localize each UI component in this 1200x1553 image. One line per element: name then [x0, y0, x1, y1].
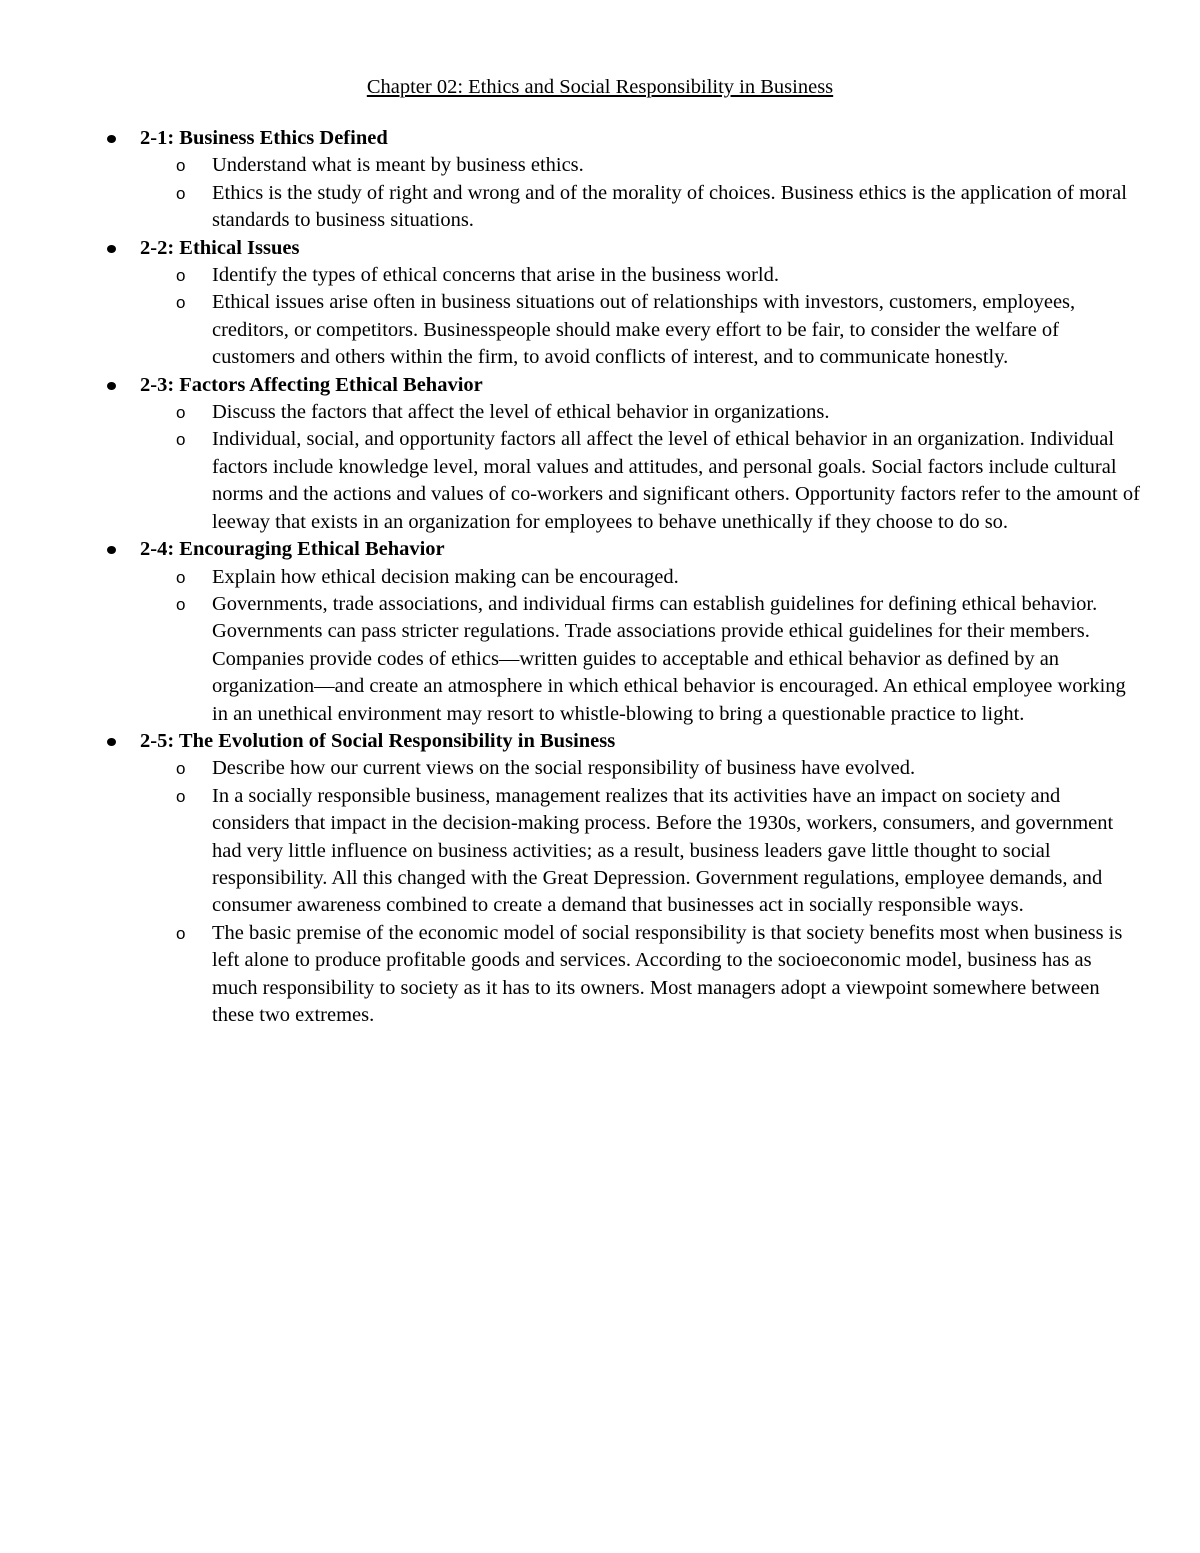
point-text: Identify the types of ethical concerns that arise in the business world.: [212, 264, 780, 287]
page-title: Chapter 02: Ethics and Social Responsibility in Business: [366, 76, 834, 98]
list-item: [140, 591, 1140, 728]
section-2-4: [100, 536, 1140, 728]
bullet-icon: [107, 382, 116, 390]
circle-bullet-icon: o: [176, 430, 186, 450]
circle-bullet-icon: o: [176, 266, 186, 286]
list-item: [140, 564, 1140, 591]
point-list: [140, 152, 1140, 234]
point-list: [140, 399, 1140, 536]
point-list: [140, 564, 1140, 728]
point-text: Ethical issues arise often in business situations out of relationships with investors, customers, employees, creditors, or competitors. Businesspeople should make every effort to be fair, to consider the welfare of customers and others within the firm, to avoid conflicts of interest, and to communicate honestly.: [212, 291, 1076, 369]
point-text: Ethics is the study of right and wrong and of the morality of choices. Business ethics is the application of moral standards to business situations.: [212, 181, 1127, 232]
point-list: [140, 262, 1140, 372]
point-text: In a socially responsible business, management realizes that its activities have an impact on society and considers that impact in the decision-making process. Before the 1930s, workers, consumers, and government had very little influence on business activities; as a result, business leaders gave little thought to social responsibility. All this changed with the Great Depression. Government regulations, employee demands, and consumer awareness combined to create a demand that businesses act in socially responsible ways.: [212, 784, 1114, 917]
bullet-icon: [107, 738, 116, 746]
list-item: [140, 783, 1140, 920]
point-text: Governments, trade associations, and individual firms can establish guidelines for defining ethical behavior. Governments can pass stricter regulations. Trade associations provide ethical guidelines for their members. Companies provide codes of ethics—written guides to acceptable and ethical behavior as defined by an organization—and create an atmosphere in which ethical behavior is encouraged. An ethical employee working in an unethical environment may resort to whistle-blowing to bring a questionable practice to light.: [212, 592, 1126, 725]
section-2-3: [100, 372, 1140, 536]
circle-bullet-icon: o: [176, 786, 186, 806]
section-list: [100, 125, 1140, 1029]
section-2-5: [100, 728, 1140, 1029]
point-text: Understand what is meant by business ethics.: [212, 154, 584, 177]
circle-bullet-icon: o: [176, 759, 186, 779]
point-list: [140, 755, 1140, 1029]
circle-bullet-icon: o: [176, 183, 186, 203]
list-item: [140, 920, 1140, 1030]
point-text: The basic premise of the economic model of social responsibility is that society benefits most when business is left alone to produce profitable goods and services. According to the socioeconomic model, business has as much responsibility to society as it has to its owners. Most managers adopt a viewpoint somewhere between these two extremes.: [212, 921, 1123, 1026]
circle-bullet-icon: o: [176, 293, 186, 313]
section-heading: 2-4: Encouraging Ethical Behavior: [140, 538, 445, 561]
point-text: Describe how our current views on the social responsibility of business have evolved.: [212, 757, 916, 780]
section-heading: 2-5: The Evolution of Social Responsibility in Business: [140, 729, 616, 752]
list-item: [140, 262, 1140, 289]
list-item: [140, 426, 1140, 536]
circle-bullet-icon: o: [176, 923, 186, 943]
list-item: [140, 399, 1140, 426]
circle-bullet-icon: o: [176, 403, 186, 423]
bullet-icon: [107, 245, 116, 253]
list-item: [140, 755, 1140, 782]
bullet-icon: [107, 546, 116, 554]
list-item: [140, 289, 1140, 371]
section-2-1: [100, 125, 1140, 235]
section-2-2: [100, 235, 1140, 372]
section-heading: 2-1: Business Ethics Defined: [140, 127, 388, 149]
circle-bullet-icon: o: [176, 567, 186, 587]
section-heading: 2-3: Factors Affecting Ethical Behavior: [140, 373, 483, 396]
section-heading: 2-2: Ethical Issues: [140, 236, 300, 259]
bullet-icon: [107, 135, 116, 143]
point-text: Explain how ethical decision making can be encouraged.: [212, 565, 679, 588]
circle-bullet-icon: o: [176, 594, 186, 614]
circle-bullet-icon: o: [176, 156, 186, 176]
list-item: [140, 180, 1140, 235]
point-text: Individual, social, and opportunity factors all affect the level of ethical behavior in an organization. Individual factors include knowledge level, moral values and attitudes, and personal goals. Social factors include cultural norms and the actions and values of co-workers and significant others. Opportunity factors refer to the amount of leeway that exists in an organization for employees to behave unethically if they choose to do so.: [212, 428, 1140, 533]
list-item: [140, 152, 1140, 179]
point-text: Discuss the factors that affect the level of ethical behavior in organizations.: [212, 401, 830, 424]
